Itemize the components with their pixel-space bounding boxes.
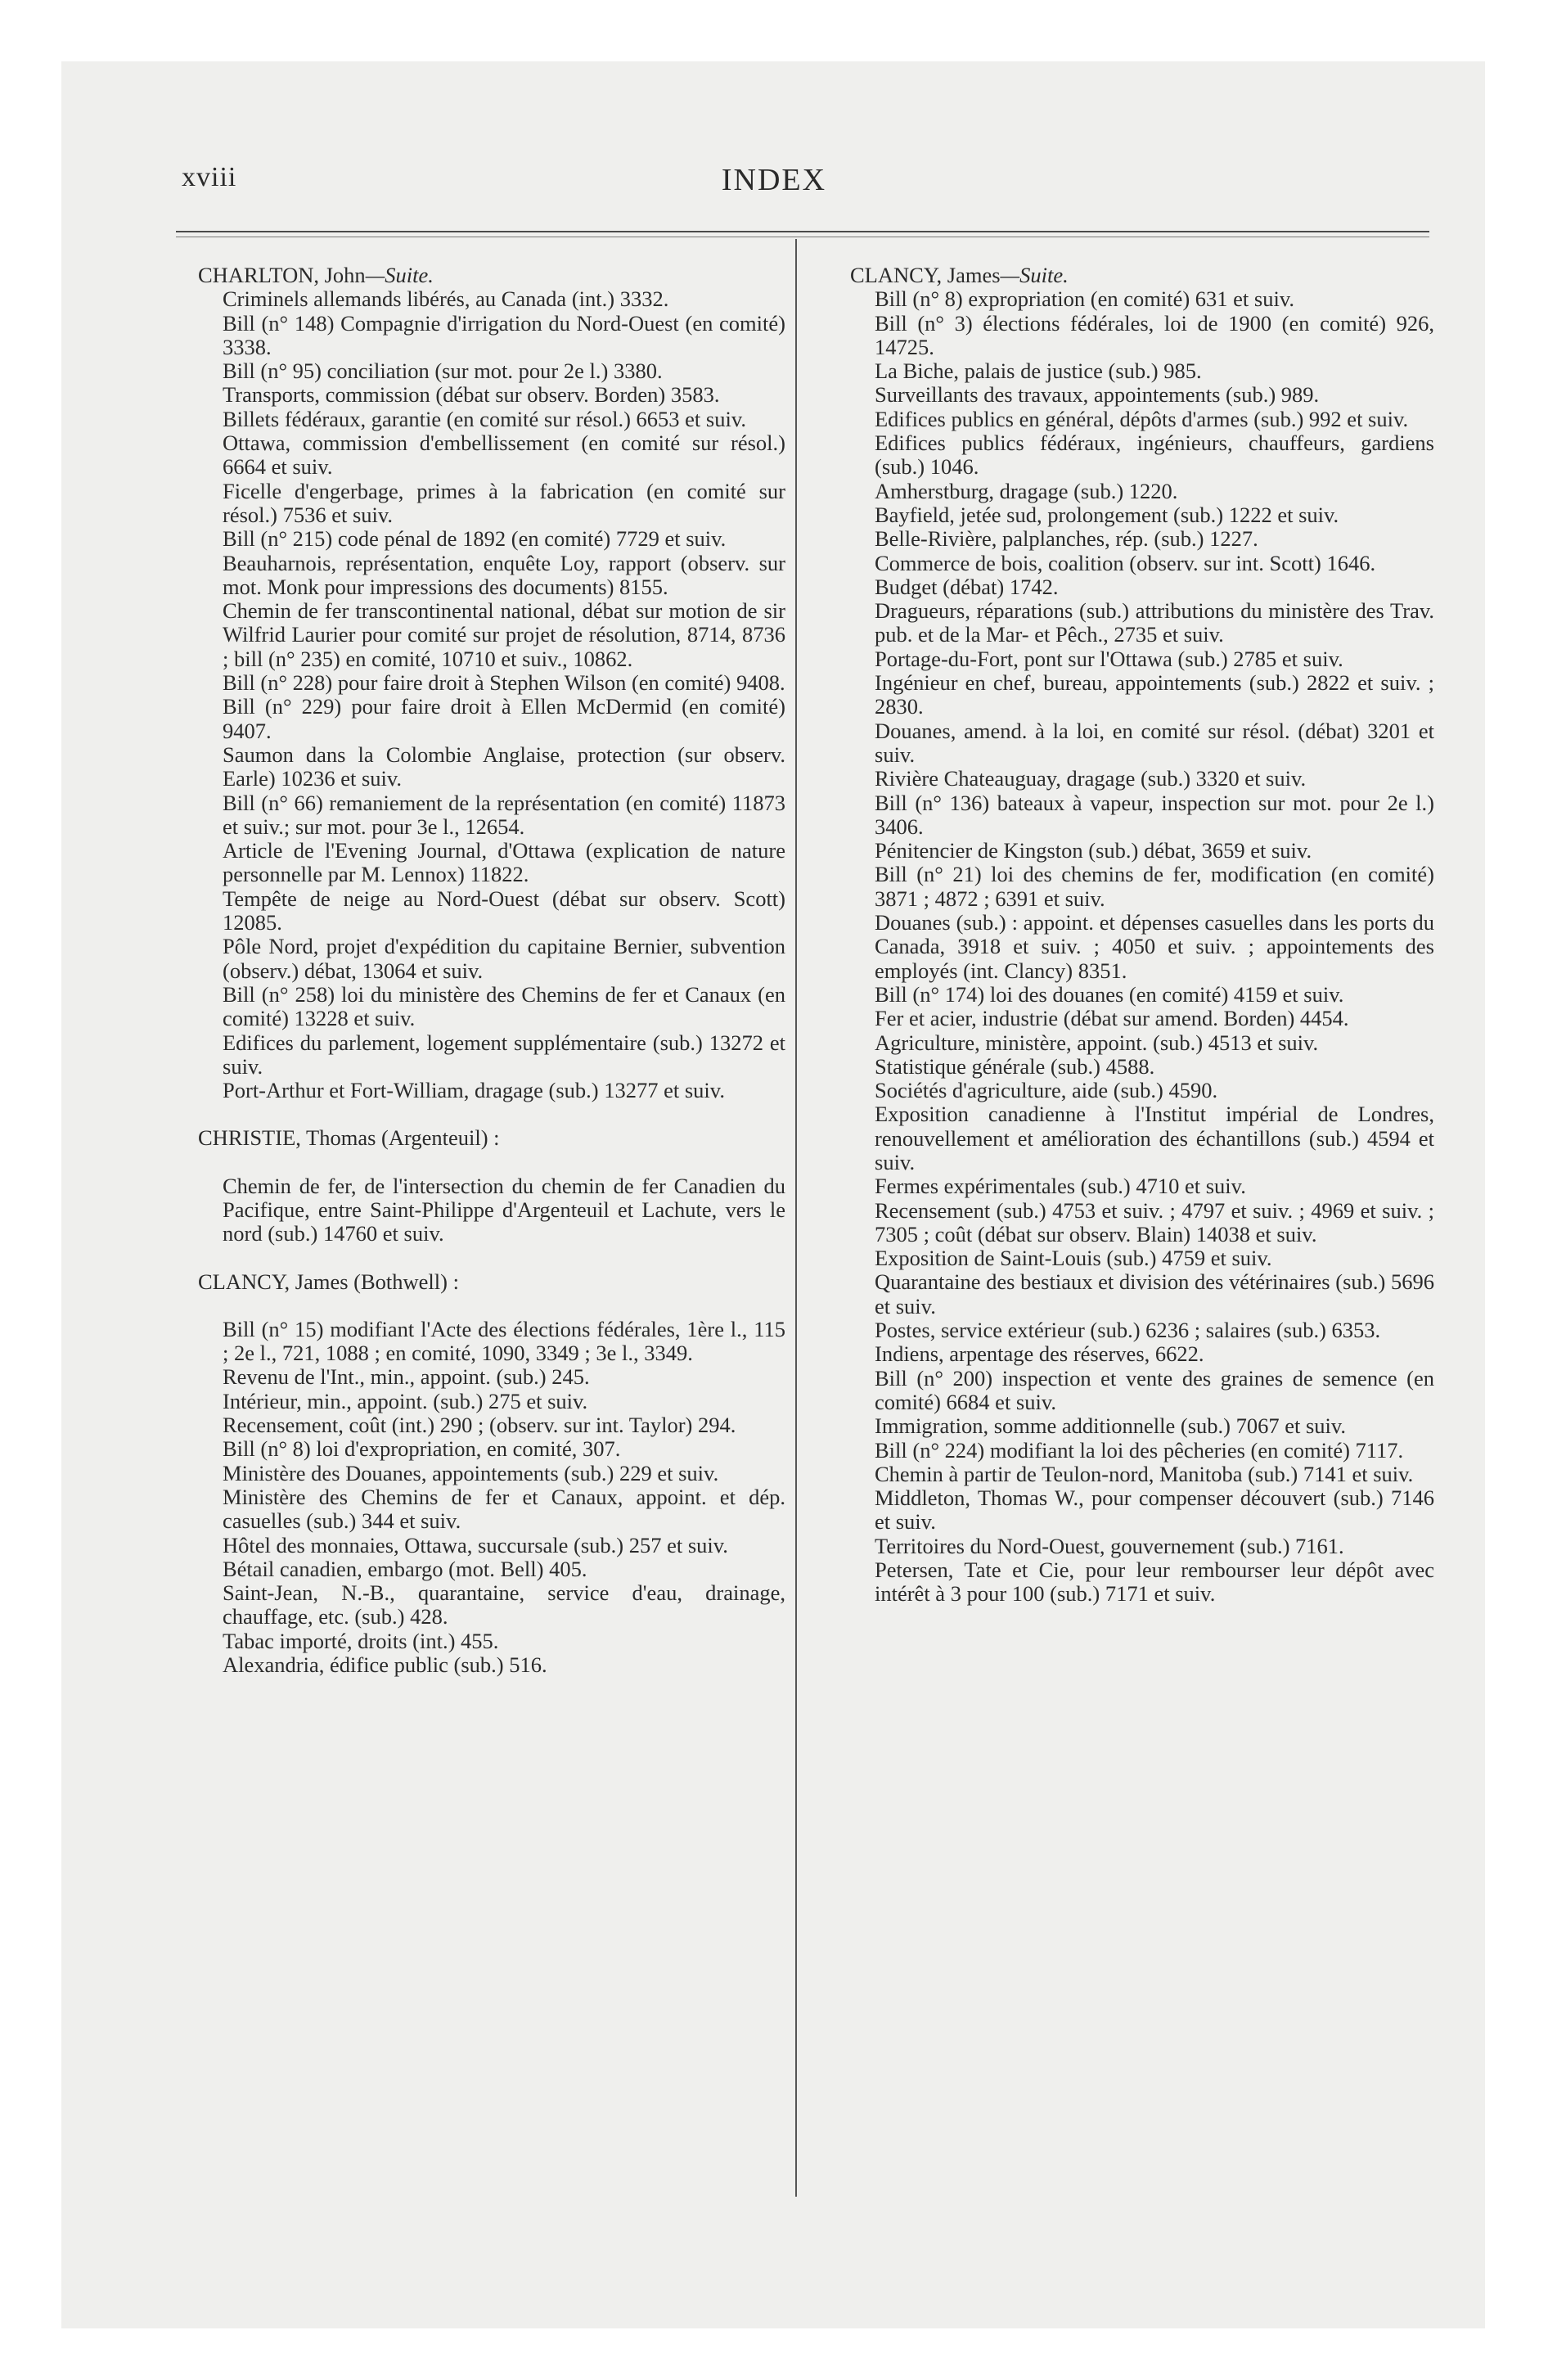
index-entry: Ingénieur en chef, bureau, appointements (sub.) 2822 et suiv. ; 2830.: [875, 670, 1434, 719]
left-column: [198, 264, 785, 1677]
index-entry: Rivière Chateauguay, dragage (sub.) 3320 et suiv.: [875, 766, 1307, 791]
index-entry: Portage-du-Fort, pont sur l'Ottawa (sub.) 2785 et suiv.: [875, 646, 1343, 671]
heading-name: CLANCY, James: [850, 263, 1001, 287]
index-entry: Recensement, coût (int.) 290 ; (observ. sur int. Taylor) 294.: [223, 1413, 736, 1438]
index-entry: Port-Arthur et Fort-William, dragage (sub.) 13277 et suiv.: [223, 1078, 725, 1103]
index-heading: [198, 1270, 785, 1294]
heading-name: CHRISTIE, Thomas (Argenteuil) :: [198, 1125, 500, 1151]
index-entry: Tabac importé, droits (int.) 455.: [223, 1628, 499, 1653]
index-entry: Territoires du Nord-Ouest, gouvernement (sub.) 7161.: [875, 1533, 1344, 1558]
index-entry: Postes, service extérieur (sub.) 6236 ; salaires (sub.) 6353.: [875, 1318, 1381, 1343]
index-entry: Middleton, Thomas W., pour compenser découvert (sub.) 7146 et suiv.: [875, 1485, 1434, 1535]
page-number: xviii: [182, 162, 237, 192]
index-entry: Dragueurs, réparations (sub.) attributions du ministère des Trav. pub. et de la Mar- et Pêch., 2735 et suiv.: [875, 598, 1434, 647]
index-entry: Edifices du parlement, logement supplémentaire (sub.) 13272 et suiv.: [223, 1030, 785, 1079]
index-entry: Bill (n° 8) expropriation (en comité) 631 et suiv.: [875, 286, 1294, 312]
index-entry: Pénitencier de Kingston (sub.) débat, 3659 et suiv.: [875, 838, 1312, 863]
index-entry: Saint-Jean, N.-B., quarantaine, service d'eau, drainage, chauffage, etc. (sub.) 428.: [223, 1580, 785, 1629]
index-entry: Alexandria, édifice public (sub.) 516.: [223, 1652, 547, 1678]
index-entry: Agriculture, ministère, appoint. (sub.) 4513 et suiv.: [875, 1030, 1319, 1055]
index-entry: Bétail canadien, embargo (mot. Bell) 405.: [223, 1556, 587, 1581]
index-entry: Edifices publics fédéraux, ingénieurs, chauffeurs, gardiens (sub.) 1046.: [875, 430, 1434, 480]
index-entry: Exposition de Saint-Louis (sub.) 4759 et suiv.: [875, 1246, 1272, 1271]
index-heading: [198, 264, 785, 287]
index-entry: Immigration, somme additionnelle (sub.) 7067 et suiv.: [875, 1413, 1347, 1439]
index-entry: Transports, commission (débat sur observ. Borden) 3583.: [223, 382, 720, 408]
heading-name: CHARLTON, John: [198, 263, 366, 287]
index-entry: Recensement (sub.) 4753 et suiv. ; 4797 et suiv. ; 4969 et suiv. ; 7305 ; coût (débat sur observ. Blain) 14038 et suiv.: [875, 1197, 1434, 1246]
index-entry: Chemin de fer transcontinental national, débat sur motion de sir Wilfrid Laurier pour comité sur projet de résolution, 8714, 8736 ; bill (n° 235) en comité, 10710 et suiv., 10862.: [223, 598, 785, 671]
index-heading: [850, 264, 1434, 287]
index-entry: Edifices publics en général, dépôts d'armes (sub.) 992 et suiv.: [875, 406, 1409, 431]
index-entry: Exposition canadienne à l'Institut impérial de Londres, renouvellement et amélioration des échantillons (sub.) 4594 et suiv.: [875, 1102, 1434, 1174]
index-entry: Ottawa, commission d'embellissement (en comité sur résol.) 6664 et suiv.: [223, 430, 785, 480]
index-heading: [198, 1126, 785, 1150]
index-entry: Bill (n° 15) modifiant l'Acte des élections fédérales, 1ère l., 115 ; 2e l., 721, 1088 ; en comité, 1090, 3349 ; 3e l., 3349.: [223, 1316, 785, 1366]
index-entry: Petersen, Tate et Cie, pour leur rembourser leur dépôt avec intérêt à 3 pour 100 (sub.) 7171 et suiv.: [875, 1557, 1434, 1607]
index-entry: Intérieur, min., appoint. (sub.) 275 et suiv.: [223, 1388, 588, 1413]
index-entry: Douanes (sub.) : appoint. et dépenses casuelles dans les ports du Canada, 3918 et suiv. ; 4050 et suiv. ; appointements des employés (int. Clancy) 8351.: [875, 910, 1434, 983]
index-entry: Bill (n° 136) bateaux à vapeur, inspection sur mot. pour 2e l.) 3406.: [875, 790, 1434, 839]
index-entry: Ficelle d'engerbage, primes à la fabrication (en comité sur résol.) 7536 et suiv.: [223, 478, 785, 527]
index-entry: Tempête de neige au Nord-Ouest (débat sur observ. Scott) 12085.: [223, 886, 785, 935]
index-entry: Bill (n° 3) élections fédérales, loi de 1900 (en comité) 926, 14725.: [875, 310, 1434, 359]
index-entry: Saumon dans la Colombie Anglaise, protection (sur observ. Earle) 10236 et suiv.: [223, 741, 785, 791]
index-entry: Douanes, amend. à la loi, en comité sur résol. (débat) 3201 et suiv.: [875, 718, 1434, 767]
index-entry: Bill (n° 174) loi des douanes (en comité) 4159 et suiv.: [875, 981, 1344, 1007]
index-entry: Fermes expérimentales (sub.) 4710 et suiv.: [875, 1174, 1246, 1199]
index-entry: Bayfield, jetée sud, prolongement (sub.) 1222 et suiv.: [875, 502, 1339, 527]
index-entry: Hôtel des monnaies, Ottawa, succursale (sub.) 257 et suiv.: [223, 1532, 728, 1557]
index-entry: Bill (n° 95) conciliation (sur mot. pour 2e l.) 3380.: [223, 358, 663, 384]
index-entry: Surveillants des travaux, appointements (sub.) 989.: [875, 382, 1320, 408]
index-entry: Commerce de bois, coalition (observ. sur int. Scott) 1646.: [875, 550, 1376, 575]
index-entry: Beauharnois, représentation, enquête Loy, rapport (observ. sur mot. Monk pour impressions des documents) 8155.: [223, 550, 785, 599]
index-entry: Bill (n° 21) loi des chemins de fer, modification (en comité) 3871 ; 4872 ; 6391 et suiv.: [875, 862, 1434, 911]
index-entry: Budget (débat) 1742.: [875, 574, 1059, 599]
heading-name: CLANCY, James (Bothwell) :: [198, 1269, 459, 1294]
heading-suffix: —Suite.: [365, 263, 434, 287]
index-entry: Revenu de l'Int., min., appoint. (sub.) 245.: [223, 1364, 590, 1390]
index-entry: Sociétés d'agriculture, aide (sub.) 4590.: [875, 1078, 1218, 1103]
index-entry: Bill (n° 229) pour faire droit à Ellen McDermid (en comité) 9407.: [223, 694, 785, 743]
header-rule: [176, 231, 1429, 232]
index-entry: Bill (n° 8) loi d'expropriation, en comité, 307.: [223, 1436, 621, 1462]
index-entry: Statistique générale (sub.) 4588.: [875, 1053, 1155, 1079]
index-entry: Chemin à partir de Teulon-nord, Manitoba (sub.) 7141 et suiv.: [875, 1461, 1414, 1486]
index-entry: Ministère des Chemins de fer et Canaux, appoint. et dép. casuelles (sub.) 344 et suiv.: [223, 1484, 785, 1534]
index-entry: La Biche, palais de justice (sub.) 985.: [875, 358, 1202, 384]
running-head: INDEX: [721, 163, 827, 197]
index-entry: Pôle Nord, projet d'expédition du capitaine Bernier, subvention (observ.) débat, 13064 et suiv.: [223, 934, 785, 983]
index-entry: Bill (n° 224) modifiant la loi des pêcheries (en comité) 7117.: [875, 1437, 1404, 1463]
index-entry: Belle-Rivière, palplanches, rép. (sub.) 1227.: [875, 526, 1258, 552]
index-entry: Bill (n° 148) Compagnie d'irrigation du Nord-Ouest (en comité) 3338.: [223, 310, 785, 359]
index-entry: Billets fédéraux, garantie (en comité sur résol.) 6653 et suiv.: [223, 406, 746, 431]
index-entry: Criminels allemands libérés, au Canada (int.) 3332.: [223, 286, 669, 312]
index-entry: Indiens, arpentage des réserves, 6622.: [875, 1341, 1204, 1367]
column-divider: [795, 239, 797, 2197]
index-entry: Bill (n° 66) remaniement de la représentation (en comité) 11873 et suiv.; sur mot. pour 3e l., 12654.: [223, 790, 785, 839]
right-column: [850, 264, 1434, 1607]
index-entry: Bill (n° 200) inspection et vente des graines de semence (en comité) 6684 et suiv.: [875, 1365, 1434, 1414]
index-entry: Amherstburg, dragage (sub.) 1220.: [875, 478, 1178, 503]
index-entry: Bill (n° 215) code pénal de 1892 (en comité) 7729 et suiv.: [223, 526, 727, 552]
index-entry: Chemin de fer, de l'intersection du chemin de fer Canadien du Pacifique, entre Saint-Philippe d'Argenteuil et Lachute, vers le nord (sub.) 14760 et suiv.: [223, 1173, 785, 1246]
index-entry: Fer et acier, industrie (débat sur amend. Borden) 4454.: [875, 1006, 1349, 1031]
index-entry: Ministère des Douanes, appointements (sub.) 229 et suiv.: [223, 1460, 719, 1485]
index-entry: Bill (n° 228) pour faire droit à Stephen Wilson (en comité) 9408.: [223, 670, 785, 696]
index-entry: Article de l'Evening Journal, d'Ottawa (explication de nature personnelle par M. Lennox) 11822.: [223, 838, 785, 887]
index-entry: Bill (n° 258) loi du ministère des Chemins de fer et Canaux (en comité) 13228 et suiv.: [223, 981, 785, 1031]
heading-suffix: —Suite.: [1000, 263, 1069, 287]
index-entry: Quarantaine des bestiaux et division des vétérinaires (sub.) 5696 et suiv.: [875, 1269, 1434, 1318]
